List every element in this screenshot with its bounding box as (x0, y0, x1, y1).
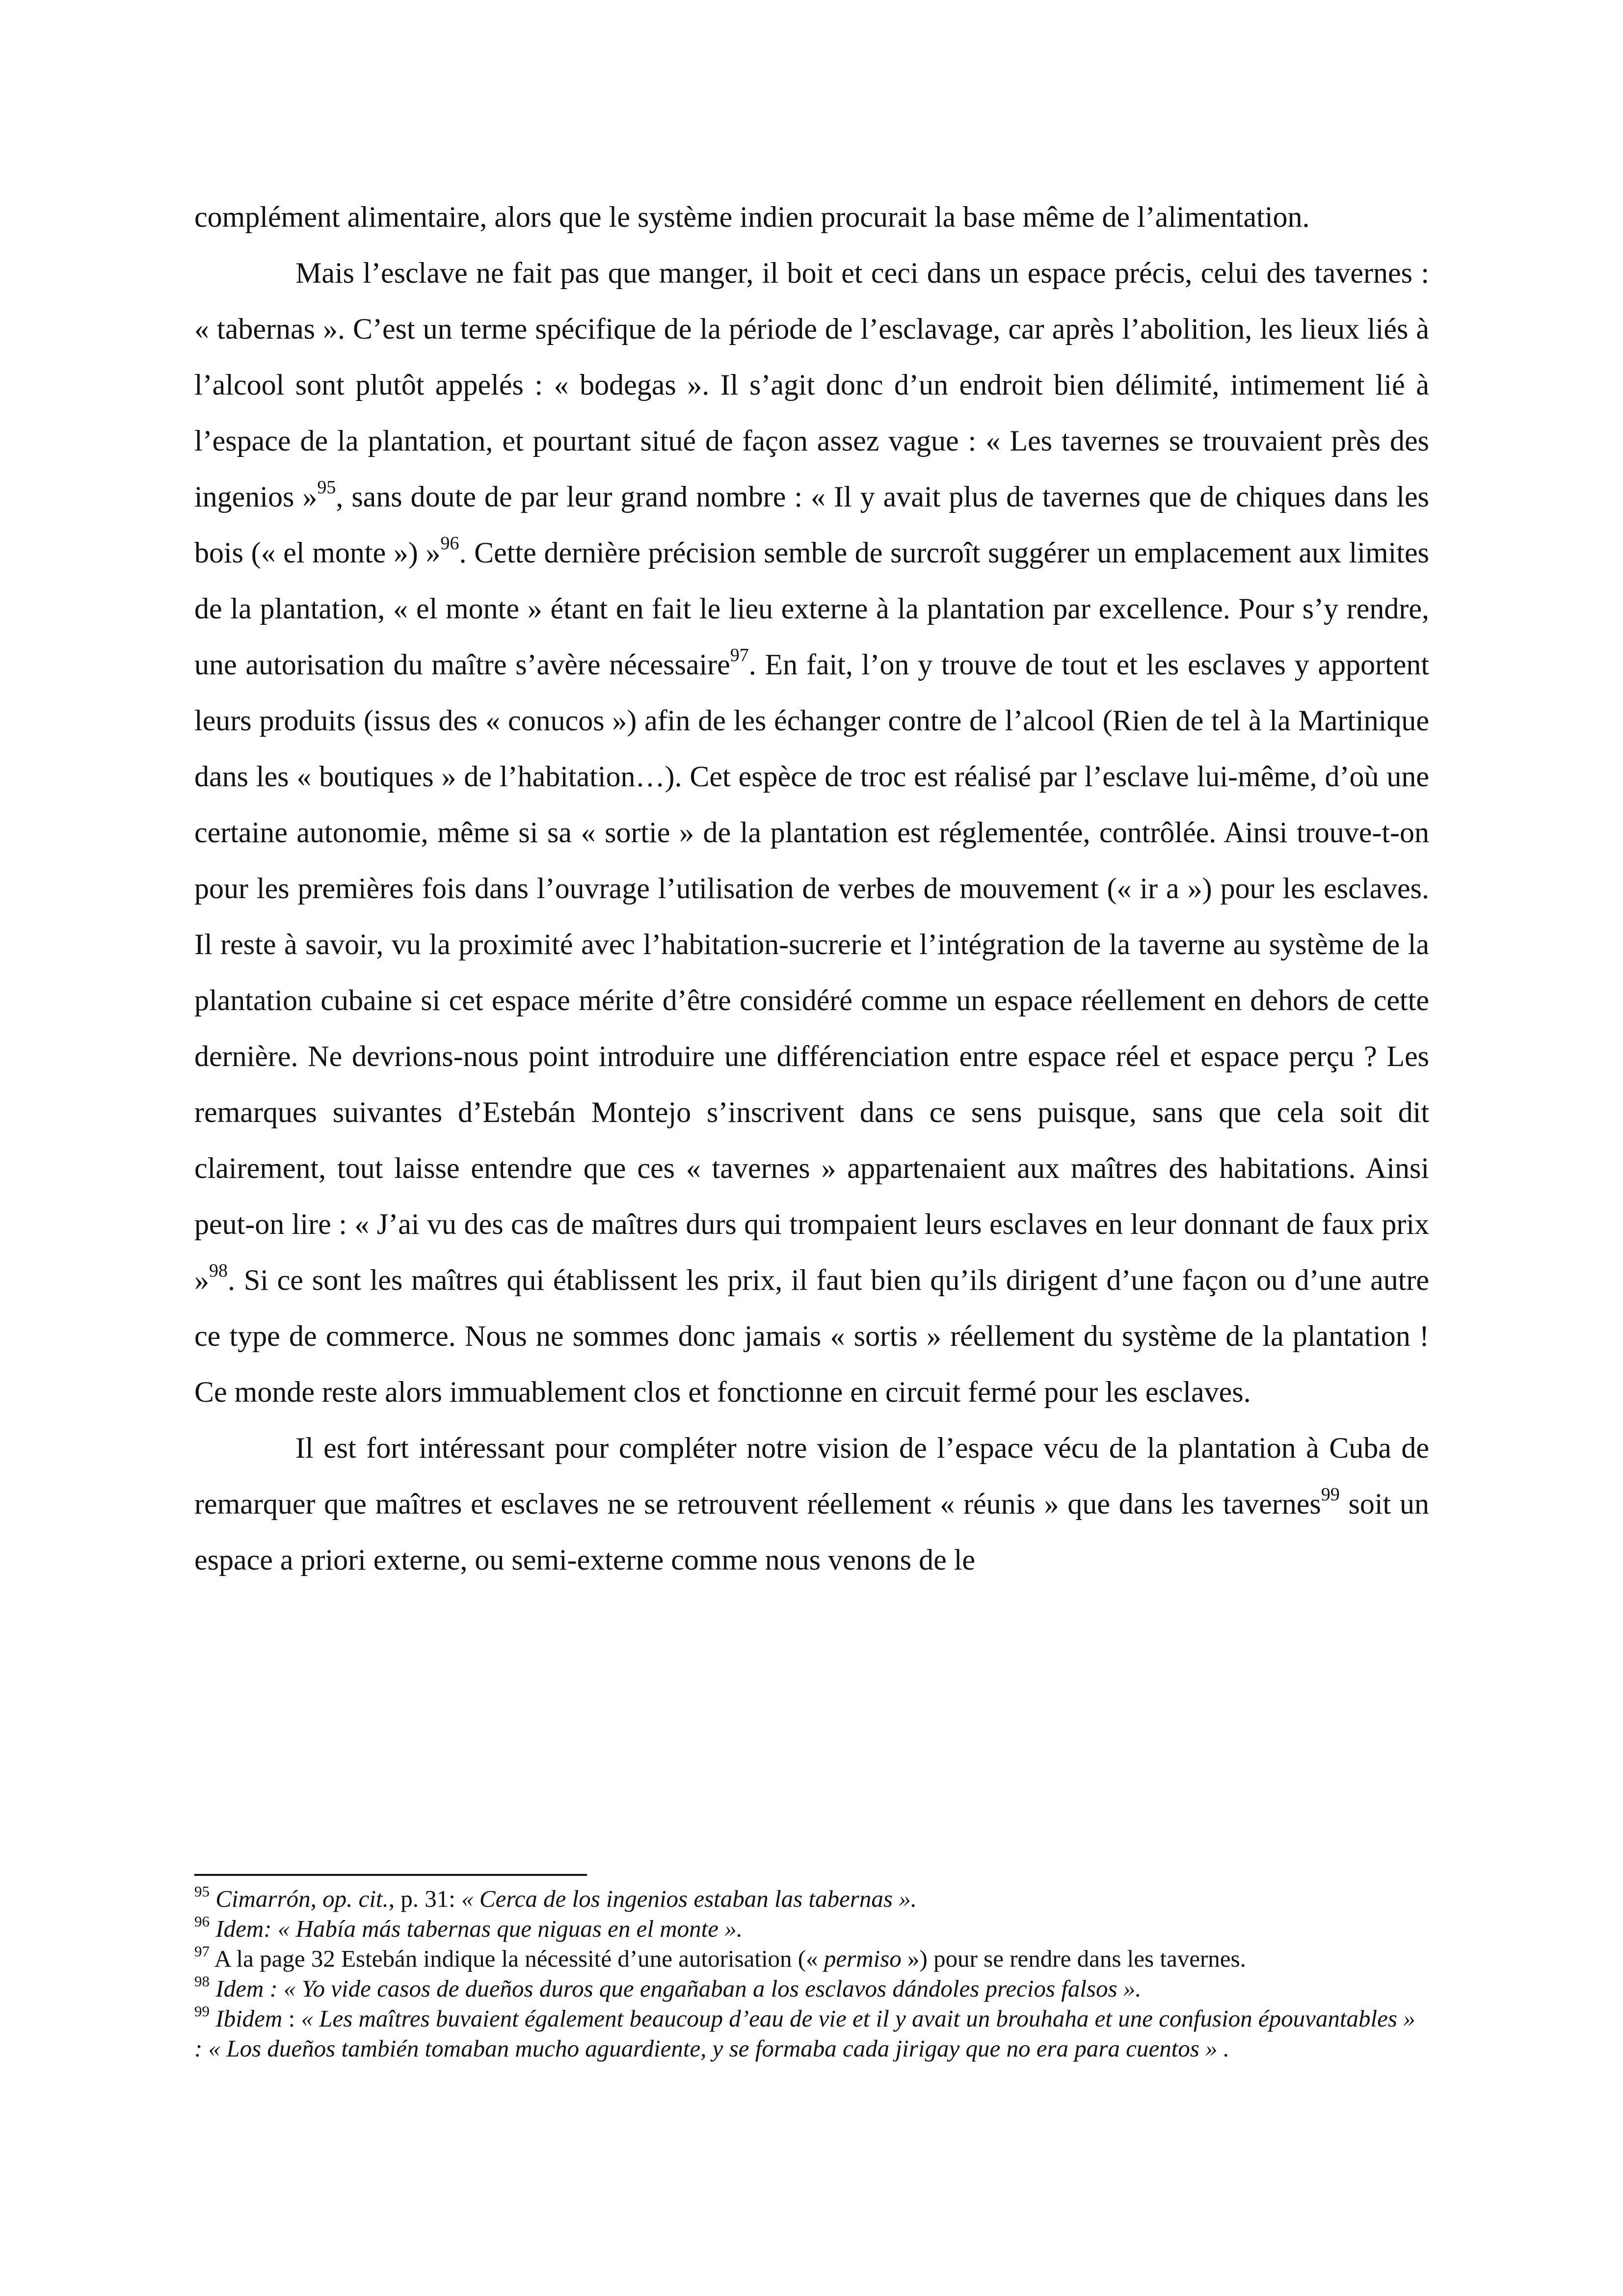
footnote-separator (194, 1874, 587, 1876)
italic-text: « Les maîtres buvaient également beaucoup d’eau de vie et il y avait un brouhaha et une confusion épouvantables » : « Los dueños también tomaban mucho aguardiente, y se formaba cada jirigay que no era para cuentos » . (194, 2005, 1415, 2062)
italic-text: Idem : « Yo vide casos de dueños duros que engañaban a los esclavos dándoles precios falsos ». (215, 1975, 1142, 2002)
footnote-ref-marker: 98 (209, 1260, 228, 1281)
footnote (194, 2003, 1429, 2063)
italic-text: Idem: « Había más tabernas que niguas en el monte ». (215, 1915, 743, 1942)
italic-text: Ibidem (215, 2005, 283, 2032)
text-run: , sans doute de par leur grand nombre : « Il y avait plus de tavernes que de chiques dans les bois (« el monte ») » (194, 481, 1429, 569)
text-run: complément alimentaire, alors que le système indien procurait la base même de l’alimentation. (194, 201, 1310, 233)
paragraph (194, 245, 1429, 1420)
text-run: A la page 32 Estebán indique la nécessité d’une autorisation (« (214, 1945, 824, 1972)
footnote (194, 1944, 1429, 1974)
text-run: Il est fort intéressant pour compléter notre vision de l’espace vécu de la plantation à Cuba de remarquer que maîtres et esclaves ne se retrouvent réellement « réunis » que dans les tavernes (194, 1432, 1429, 1520)
footnote-number: 98 (194, 1972, 210, 1990)
footnote-number: 95 (194, 1882, 210, 1900)
text-run: : (282, 2005, 301, 2032)
text-run: . En fait, l’on y trouve de tout et les esclaves y apportent leurs produits (issus des « conucos ») afin de les échanger contre de l’alcool (Rien de tel à la Martinique dans les « boutiques » de l’habitation…). Cet espèce de troc est réalisé par l’esclave lui-même, d’où une certaine autonomie, même si sa « sortie » de la plantation est réglementée, contrôlée. Ainsi trouve-t-on pour les premières fois dans l’ouvrage l’utilisation de verbes de mouvement (« ir a ») pour les esclaves. Il reste à savoir, vu la proximité avec l’habitation-sucrerie et l’intégration de la taverne au système de la plantation cubaine si cet espace mérite d’être considéré comme un espace réellement en dehors de cette dernière. Ne devrions-nous point introduire une différenciation entre espace réel et espace perçu ? Les remarques suivantes d’Estebán Montejo s’inscrivent dans ce sens puisque, sans que cela soit dit clairement, tout laisse entendre que ces « tavernes » appartenaient aux maîtres des habitations. Ainsi peut-on lire : « J’ai vu des cas de maîtres durs qui trompaient leurs esclaves en leur donnant de faux prix » (194, 648, 1429, 1296)
body-text (194, 189, 1429, 1588)
footnote-ref-marker: 95 (317, 477, 336, 498)
footnote-ref-marker: 97 (730, 645, 749, 666)
paragraph (194, 1420, 1429, 1588)
paragraph (194, 189, 1429, 245)
text-run: Mais l’esclave ne fait pas que manger, il boit et ceci dans un espace précis, celui des tavernes : « tabernas ». C’est un terme spécifique de la période de l’esclavage, car après l’abolition, les lieux liés à l’alcool sont plutôt appelés : « bodegas ». Il s’agit donc d’un endroit bien délimité, intimement lié à l’espace de la plantation, et pourtant situé de façon assez vague : « Les tavernes se trouvaient près des ingenios » (194, 257, 1429, 513)
text-run: . Cette dernière précision semble de surcroît suggérer un emplacement aux limites de la plantation, « el monte » étant en fait le lieu externe à la plantation par excellence. Pour s’y rendre, une autorisation du maître s’avère nécessaire (194, 536, 1429, 681)
footnotes (194, 1884, 1429, 2063)
footnote-number: 97 (194, 1942, 210, 1960)
text-run: ») pour se rendre dans les tavernes. (901, 1945, 1246, 1972)
footnote (194, 1884, 1429, 1914)
text-run: soit un espace a priori externe, ou semi-externe comme nous venons de le (194, 1488, 1429, 1576)
footnote (194, 1974, 1429, 2003)
footnote-number: 99 (194, 2002, 210, 2020)
footnote-ref-marker: 96 (440, 533, 459, 554)
italic-text: Cimarrón, op. cit. (215, 1885, 389, 1912)
footnote-number: 96 (194, 1912, 210, 1930)
text-run: . Si ce sont les maîtres qui établissent les prix, il faut bien qu’ils dirigent d’une façon ou d’une autre ce type de commerce. Nous ne sommes donc jamais « sortis » réellement du système de la plantation ! Ce monde reste alors immuablement clos et fonctionne en circuit fermé pour les esclaves. (194, 1264, 1429, 1408)
text-run: , p. 31: (388, 1885, 462, 1912)
footnote-ref-marker: 99 (1321, 1484, 1340, 1505)
italic-text: « Cerca de los ingenios estaban las tabernas ». (461, 1885, 917, 1912)
italic-text: permiso (824, 1945, 902, 1972)
footnote (194, 1914, 1429, 1944)
